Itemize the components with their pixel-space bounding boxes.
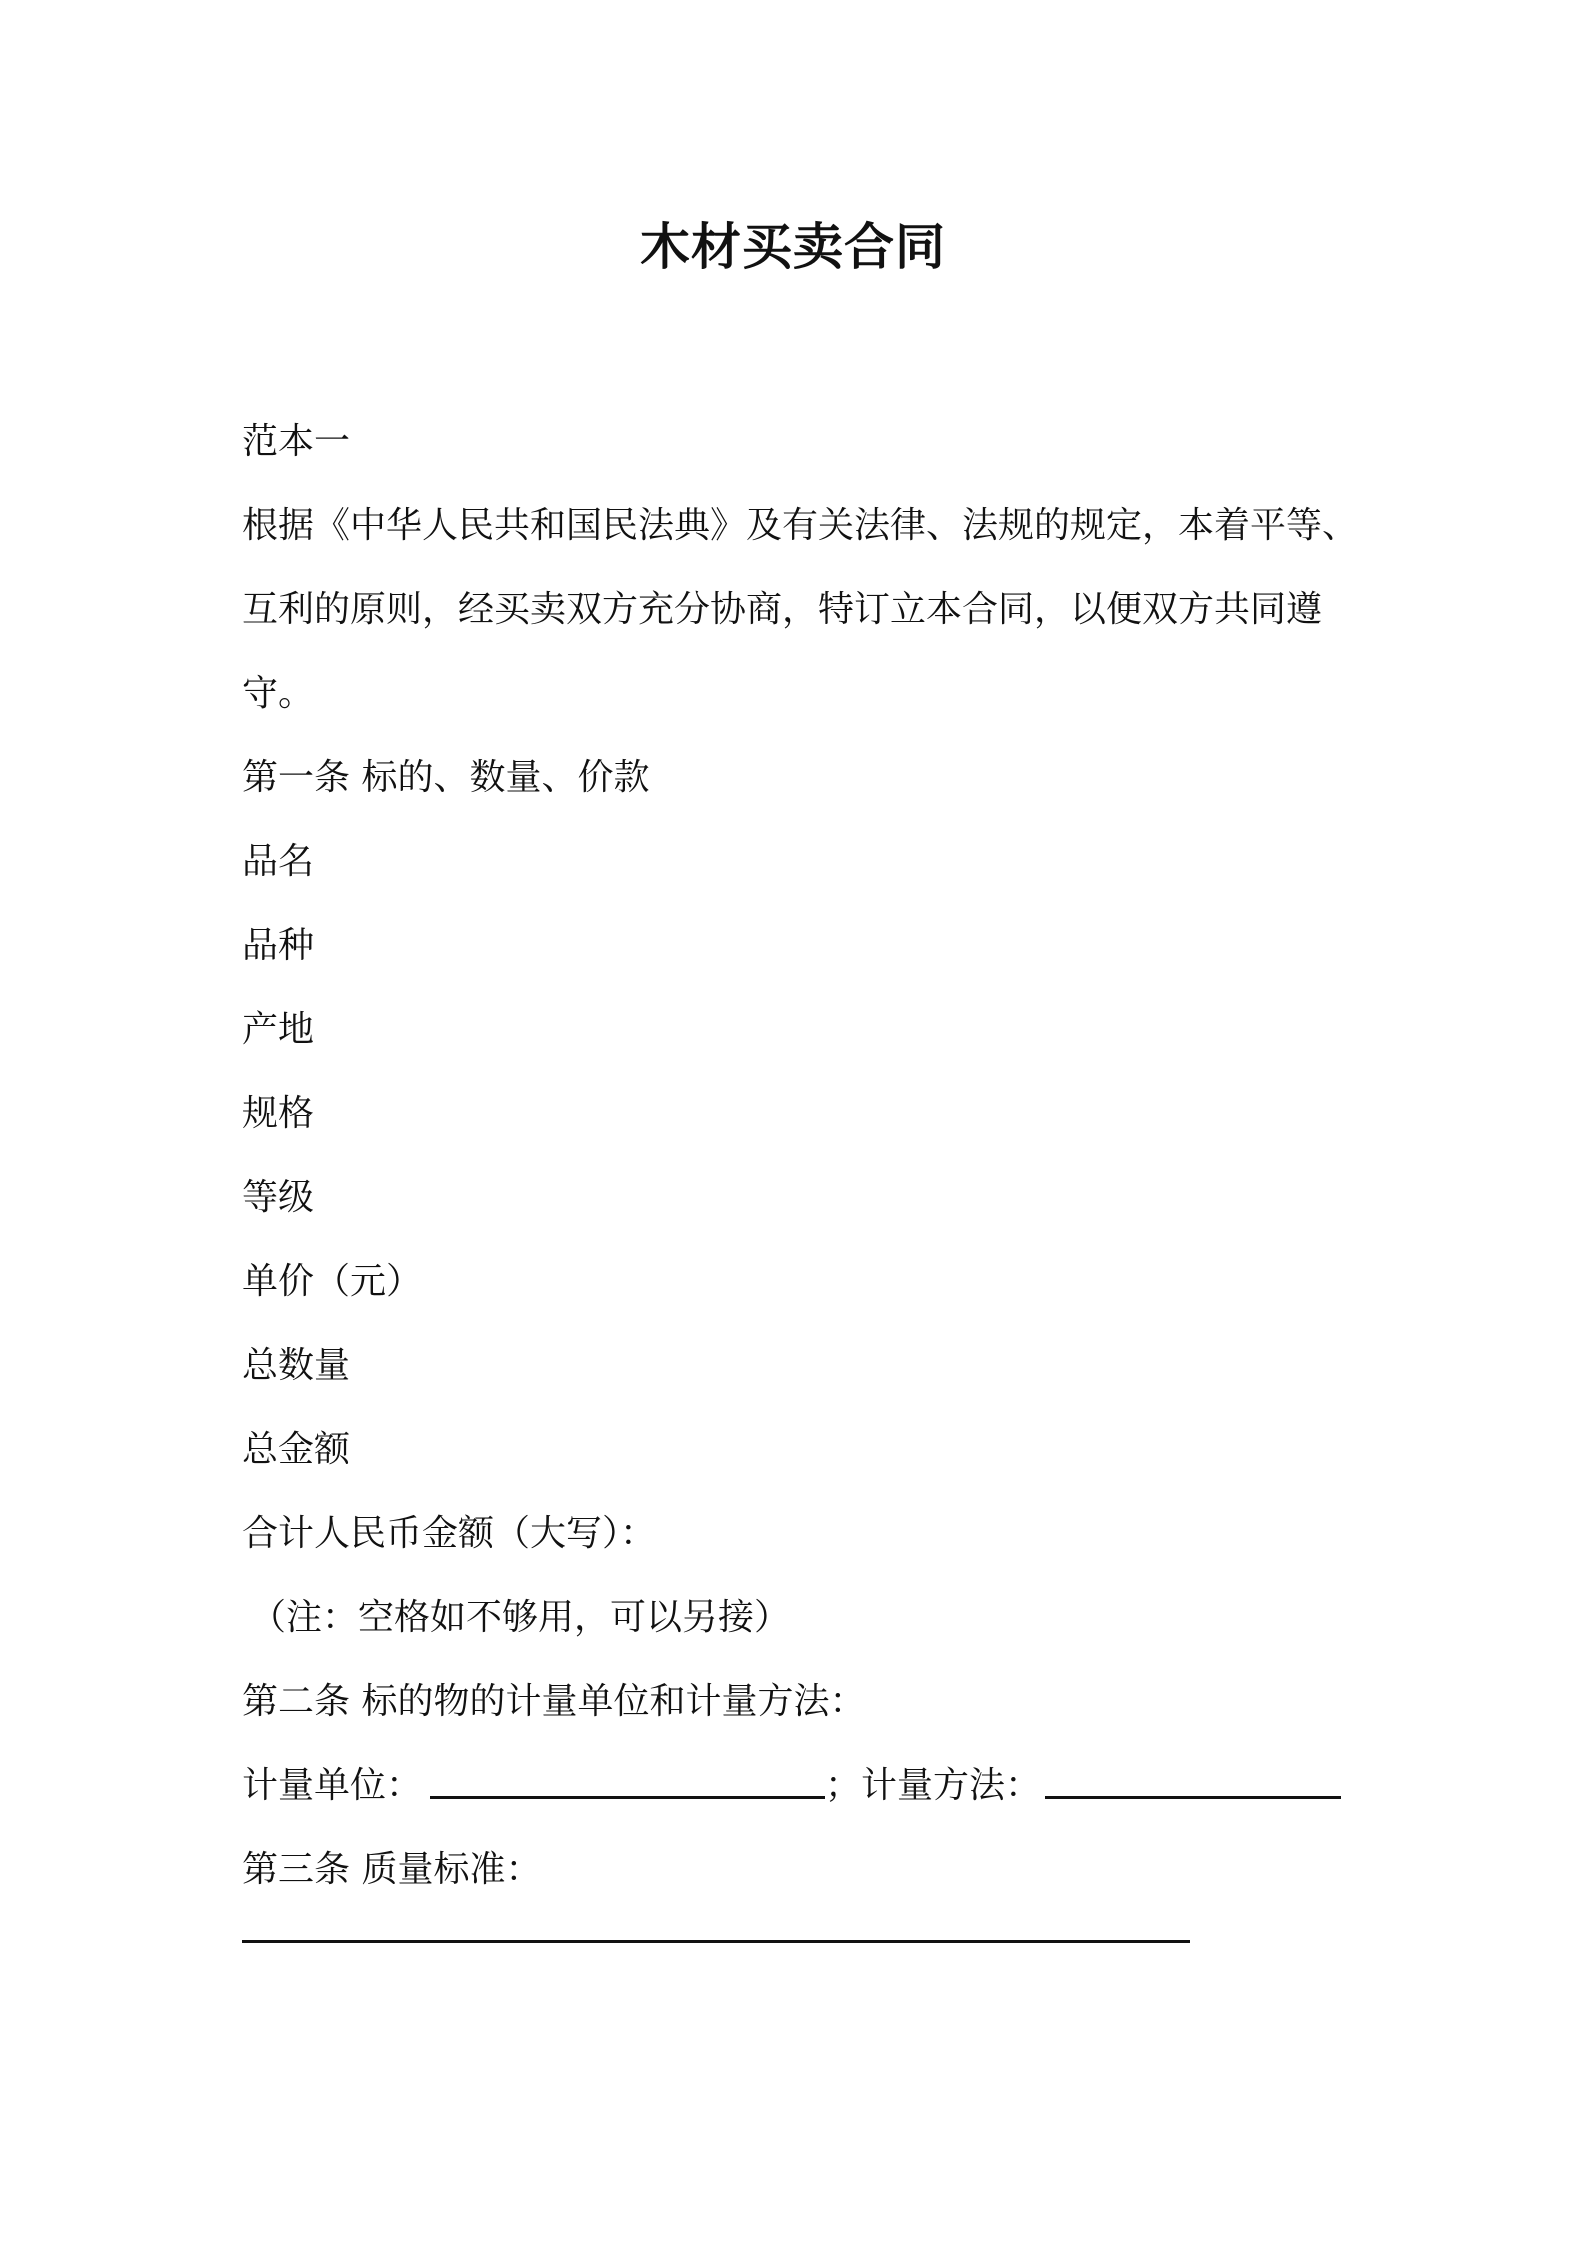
quality-standard-blank-field[interactable] <box>242 1912 1190 1943</box>
field-total-quantity: 总数量 <box>242 1345 351 1386</box>
total-rmb-label: 合计人民币金额（大写）： <box>242 1513 657 1554</box>
template-label: 范本一 <box>242 421 351 462</box>
page-title: 木材买卖合同 <box>640 218 946 276</box>
intro-line-2: 互利的原则，经买卖双方充分协商，特订立本合同，以便双方共同遵 <box>242 589 1323 630</box>
contract-body <box>242 400 1362 2012</box>
field-origin: 产地 <box>242 1009 315 1050</box>
field-unit-price: 单价（元） <box>242 1261 423 1302</box>
article3-heading: 第三条 质量标准： <box>242 1849 542 1890</box>
measurement-row <box>242 1744 1362 1828</box>
intro-line-1: 根据《中华人民共和国民法典》及有关法律、法规的规定，本着平等、 <box>242 505 1359 546</box>
quality-standard-row <box>242 1912 1362 2012</box>
note-text: （注：空格如不够用，可以另接） <box>250 1597 791 1638</box>
field-grade: 等级 <box>242 1177 315 1218</box>
article1-heading: 第一条 标的、数量、价款 <box>242 757 650 798</box>
article2-heading: 第二条 标的物的计量单位和计量方法： <box>242 1681 866 1722</box>
unit-blank-field[interactable] <box>430 1744 825 1799</box>
field-specification: 规格 <box>242 1093 315 1134</box>
method-label: ；计量方法： <box>825 1765 1042 1806</box>
unit-label: 计量单位： <box>242 1765 423 1806</box>
field-variety: 品种 <box>242 925 315 966</box>
field-total-amount: 总金额 <box>242 1429 351 1470</box>
intro-line-3: 守。 <box>242 673 315 714</box>
field-product-name: 品名 <box>242 841 315 882</box>
method-blank-field[interactable] <box>1045 1744 1341 1799</box>
